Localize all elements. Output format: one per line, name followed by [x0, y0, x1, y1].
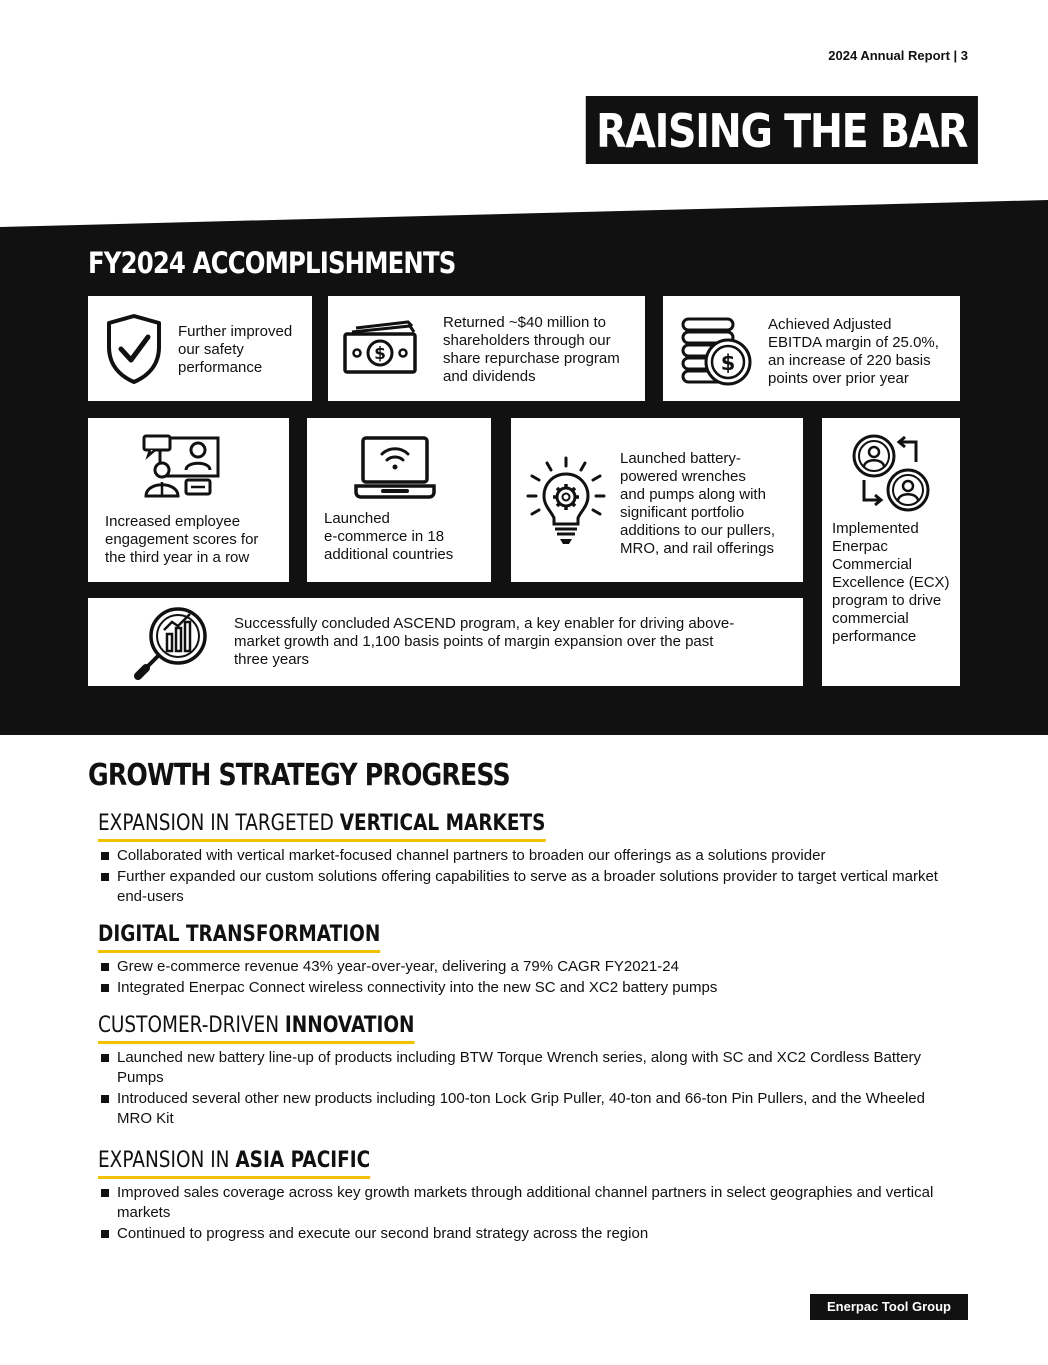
list-item: Continued to progress and execute our second brand strategy across the region [100, 1224, 960, 1244]
brand-footer: Enerpac Tool Group [810, 1294, 968, 1320]
card-ecommerce-text: Launched e-commerce in 18 additional countries [324, 510, 454, 563]
bullet-list [100, 957, 960, 999]
accent-underline [98, 1176, 370, 1179]
accent-underline [98, 1041, 415, 1044]
subsection-light-text: EXPANSION IN TARGETED [98, 811, 340, 836]
card-engagement [88, 418, 289, 582]
subsection-bold-text: DIGITAL TRANSFORMATION [98, 922, 381, 947]
card-returned [328, 296, 645, 401]
cash-stack-icon [342, 314, 418, 376]
page-title: RAISING THE BAR [586, 96, 978, 164]
card-ebitda-text: Achieved Adjusted EBITDA margin of 25.0%, an increase of 220 basis points over prior year [768, 316, 939, 387]
subsection-bold-text: ASIA PACIFIC [235, 1148, 371, 1173]
card-engagement-text: Increased employee engagement scores for the third year in a row [105, 513, 259, 566]
subsection-digital-transformation [98, 922, 380, 947]
card-ascend-text: Successfully concluded ASCEND program, a key enabler for driving above- market growth and 1,100 basis points of margin expansion over the past three years [234, 615, 735, 668]
subsection-light-text: CUSTOMER-DRIVEN [98, 1013, 285, 1038]
list-item: Launched new battery line-up of products including BTW Torque Wrench series, along with SC and XC2 Cordless Battery Pumps [100, 1048, 960, 1088]
card-returned-text: Returned ~$40 million to shareholders through our share repurchase program and dividends [443, 314, 620, 385]
magnifier-chart-icon [134, 604, 214, 682]
bullet-list [100, 846, 960, 908]
accent-underline [98, 839, 545, 842]
card-battery [511, 418, 803, 582]
coin-stack-icon [677, 313, 753, 389]
svg-text:$: $ [374, 344, 386, 364]
list-item: Grew e-commerce revenue 43% year-over-year, delivering a 79% CAGR FY2021-24 [100, 957, 960, 977]
lightbulb-gear-icon [525, 454, 607, 548]
list-item: Collaborated with vertical market-focused channel partners to broaden our offerings as a solutions provider [100, 846, 960, 866]
list-item: Introduced several other new products including 100-ton Lock Grip Puller, 40-ton and 66-ton Pin Pullers, and the Wheeled MRO Kit [100, 1089, 960, 1129]
people-exchange-icon [850, 434, 932, 512]
subsection-innovation [98, 1013, 415, 1038]
growth-title: GROWTH STRATEGY PROGRESS [88, 758, 510, 793]
subsection-bold-text: INNOVATION [284, 1013, 415, 1038]
accomplishments-title: FY2024 ACCOMPLISHMENTS [88, 246, 456, 280]
svg-text:$: $ [720, 351, 736, 375]
bullet-list [100, 1183, 960, 1245]
card-battery-text: Launched battery- powered wrenches and pumps along with significant portfolio additions to our pullers, MRO, and rail offerings [620, 450, 776, 557]
card-ecx-text: Implemented Enerpac Commercial Excellence (ECX) program to drive commercial performance [832, 520, 950, 645]
list-item: Integrated Enerpac Connect wireless connectivity into the new SC and XC2 battery pumps [100, 978, 960, 998]
laptop-wifi-icon [353, 432, 437, 500]
subsection-light-text: EXPANSION IN [98, 1148, 236, 1173]
accent-underline [98, 950, 380, 953]
card-safety-text: Further improved our safety performance [178, 323, 293, 376]
list-item: Further expanded our custom solutions offering capabilities to serve as a broader solutions provider to target vertical market end-users [100, 867, 960, 907]
card-ecommerce [307, 418, 491, 582]
list-item: Improved sales coverage across key growth markets through additional channel partners in select geographies and vertical markets [100, 1183, 960, 1223]
card-safety [88, 296, 312, 401]
subsection-vertical-markets [98, 811, 545, 836]
card-ecx [822, 418, 960, 686]
people-chat-icon [140, 434, 222, 500]
bullet-list [100, 1048, 960, 1130]
subsection-asia-pacific [98, 1148, 370, 1173]
shield-check-icon [104, 313, 164, 385]
card-ascend [88, 598, 803, 686]
subsection-bold-text: VERTICAL MARKETS [339, 811, 546, 836]
card-ebitda [663, 296, 960, 401]
report-page-label: 2024 Annual Report | 3 [828, 48, 968, 63]
